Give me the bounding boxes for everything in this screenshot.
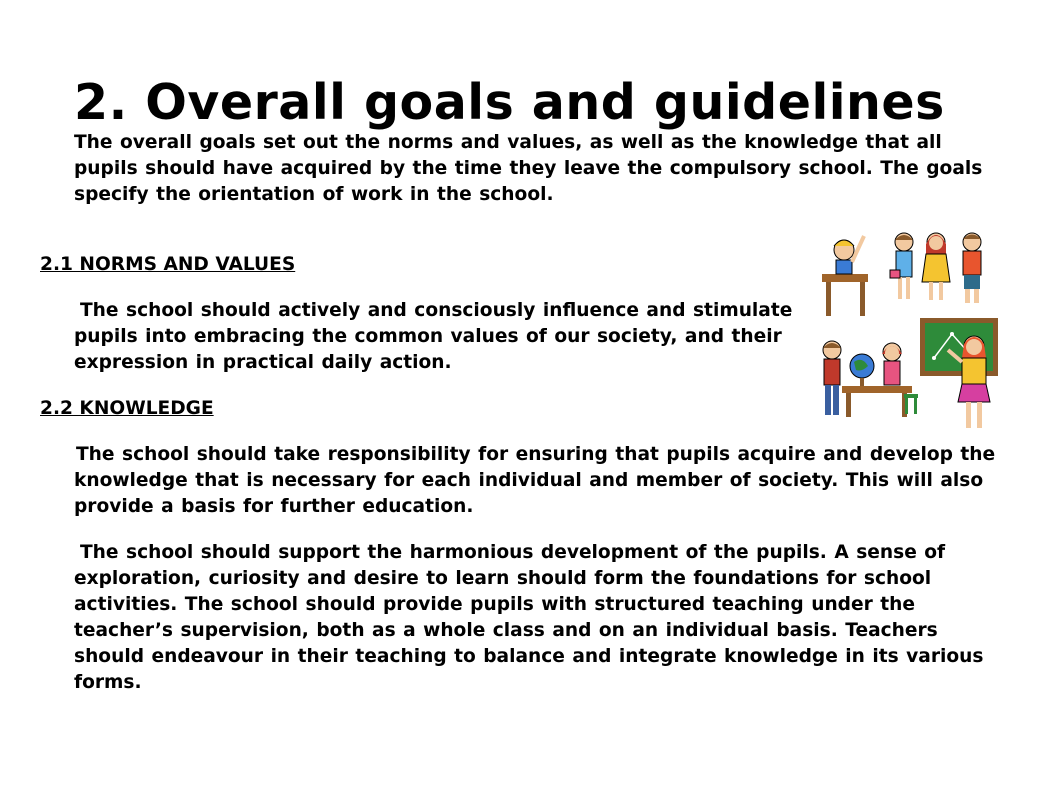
norms-values-paragraph: The school should actively and consciously influence and stimulate pupils into embracing the common values of our society, and their expression in practical daily action. (74, 300, 793, 373)
classroom-children-clipart-icon (812, 226, 1012, 436)
children-with-globe-icon (823, 341, 918, 417)
child-at-desk-icon (822, 236, 868, 316)
section-heading-norms-values: 2.1 NORMS AND VALUES (40, 254, 296, 275)
section-heading-knowledge: 2.2 KNOWLEDGE (40, 398, 214, 419)
intro-paragraph: The overall goals set out the norms and values, as well as the knowledge that all pupils should have acquired by the time they leave the compulsory school. The goals specify the orientation of work in the school. (74, 132, 983, 205)
knowledge-paragraph-2: The school should support the harmonious development of the pupils. A sense of exploration, curiosity and desire to learn should form the foundations for school activities. The school should provide pupils with structured teaching under the teacher’s supervision, both as a whole class and on an individual basis. Teachers should endeavour in their teaching to balance and integrate knowledge in its various forms. (74, 542, 984, 693)
standing-children-icon (890, 233, 981, 303)
teacher-chalkboard-icon (920, 318, 998, 428)
slide-title: 2. Overall goals and guidelines (74, 74, 945, 131)
knowledge-paragraph-1: The school should take responsibility for ensuring that pupils acquire and develop the knowledge that is necessary for each individual and member of society. This will also provide a basis for further education. (74, 444, 996, 517)
